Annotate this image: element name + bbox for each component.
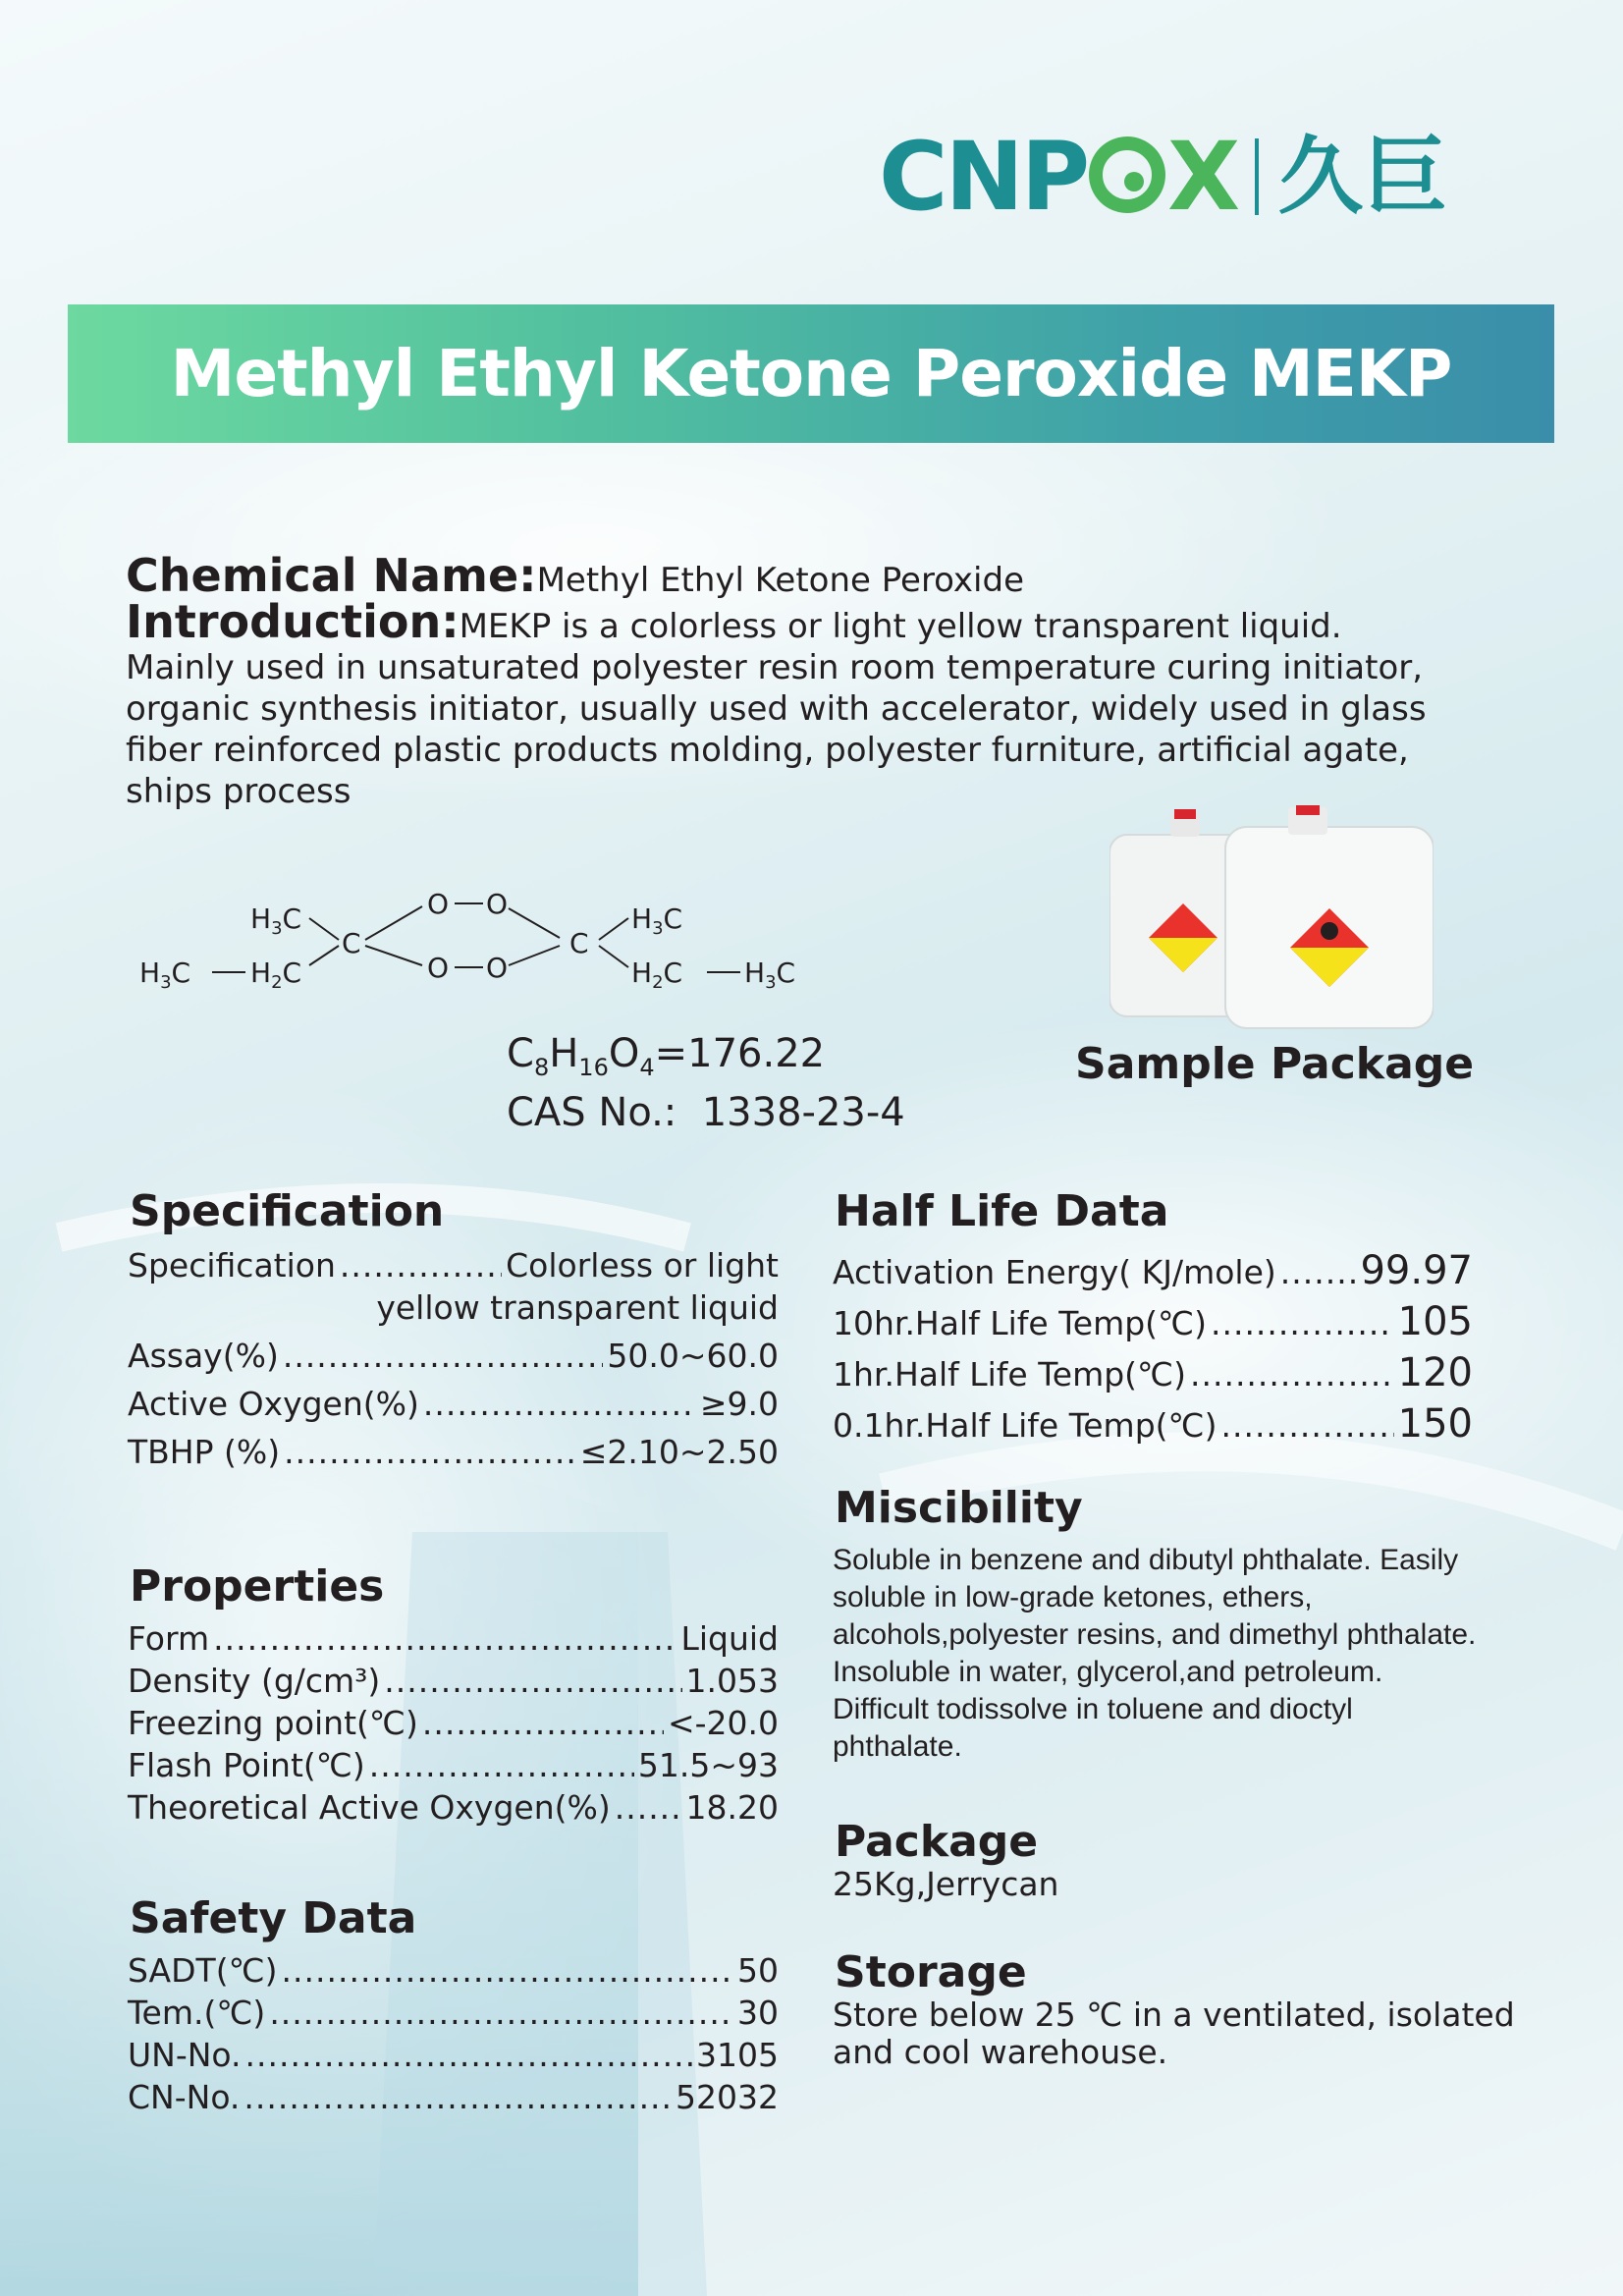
logo-chinese-text: 久巨 (1278, 128, 1448, 226)
miscibility-section (833, 1485, 1481, 1766)
page-title: Methyl Ethyl Ketone Peroxide MEKP (170, 336, 1452, 411)
half-life-title: Half Life Data (835, 1186, 1169, 1236)
logo-o-molecule-icon (1089, 137, 1165, 213)
safety-row: CN-No. ..... 52032 (128, 2077, 779, 2119)
logo-text-x: X (1167, 122, 1238, 232)
formula-line: $C_8H_{16}O_4=176.22$ (507, 1031, 826, 1081)
half-life-row: 10hr.Half Life Temp(℃) ..... 105 (833, 1296, 1473, 1347)
storage-section (833, 1949, 1520, 2071)
properties-section (128, 1563, 779, 1830)
cas-line: CAS No.: 1338-23-4 (507, 1090, 905, 1135)
intro-section (126, 549, 1461, 812)
struct-o-top-right: O (486, 888, 509, 920)
property-row: Flash Point(℃) ..... 51.5~93 (128, 1745, 779, 1787)
property-row: Freezing point(℃) ..... <-20.0 (128, 1703, 779, 1745)
struct-h3c-right: $H_3C$ (744, 957, 796, 993)
storage-title: Storage (835, 1947, 1027, 1997)
spec-row-continuation: yellow transparent liquid (376, 1288, 779, 1328)
struct-h3c-upper-left: $H_3C$ (250, 902, 302, 939)
introduction-text: MEKP is a colorless or light yellow transparent liquid. Mainly used in unsaturated polyester resin room temperature curing initiator, organic synthesis initiator, usually used with accelerator, widely used in glass fiber reinforced plastic products molding, polyester furniture, artificial agate, ships process (126, 607, 1427, 811)
property-row: Form ..... Liquid (128, 1618, 779, 1661)
miscibility-text: Soluble in benzene and dibutyl phthalate. Easily soluble in low-grade ketones, ethers, alcohols,polyester resins, and dimethyl phthalate. Insoluble in water, glycerol,and petroleum. Difficult todissolve in toluene and dioctyl phthalate. (833, 1544, 1477, 1764)
struct-h3c-left: $H_3C$ (139, 957, 191, 993)
package-title: Package (835, 1817, 1039, 1867)
package-section (833, 1819, 1481, 1903)
storage-text: Store below 25 ℃ in a ventilated, isolated and cool warehouse. (833, 1995, 1515, 2072)
half-life-row: 1hr.Half Life Temp(℃) ..... 120 (833, 1347, 1473, 1398)
properties-title: Properties (130, 1561, 385, 1612)
logo-separator (1255, 138, 1259, 215)
struct-o-bottom-left: O (427, 952, 450, 984)
introduction-paragraph (126, 595, 1461, 812)
struct-h3c-upper-right: $H_3C$ (631, 902, 683, 939)
logo-wordmark (879, 122, 1238, 232)
brand-logo (879, 122, 1448, 232)
chemical-name-value: Methyl Ethyl Ketone Peroxide (536, 561, 1024, 600)
spec-row: Assay(%) ..... 50.0~60.0 (128, 1336, 779, 1378)
struct-h2c-right: $H_2C$ (631, 957, 683, 993)
sample-package-label: Sample Package (1075, 1039, 1475, 1089)
jerrycan-image (1109, 805, 1434, 1031)
logo-text-cnp: CNP (879, 122, 1088, 232)
half-life-section (833, 1188, 1473, 1449)
struct-o-top-left: O (427, 888, 450, 920)
struct-c-right: C (569, 927, 589, 959)
specification-section (128, 1188, 779, 1474)
property-row: Theoretical Active Oxygen(%) ..... 18.20 (128, 1787, 779, 1830)
struct-c-left: C (342, 927, 361, 959)
specification-title: Specification (130, 1186, 445, 1236)
safety-row: SADT(℃) ..... 50 (128, 1950, 779, 1993)
half-life-row: 0.1hr.Half Life Temp(℃) ..... 150 (833, 1398, 1473, 1449)
struct-o-bottom-right: O (486, 952, 509, 984)
struct-h2c-left: $H_2C$ (250, 957, 302, 993)
safety-row: UN-No. ..... 3105 (128, 2035, 779, 2077)
structural-formula (137, 879, 825, 1007)
spec-row: Active Oxygen(%) ..... ≥9.0 (128, 1384, 779, 1426)
chemical-name-line (126, 549, 1461, 602)
molecular-formula (507, 1031, 905, 1135)
title-banner (68, 304, 1554, 443)
property-row: Density (g/cm³) ..... 1.053 (128, 1661, 779, 1703)
half-life-row: Activation Energy( KJ/mole) ..... 99.97 (833, 1245, 1473, 1296)
introduction-label: Introduction: (126, 595, 460, 648)
safety-section (128, 1895, 779, 2119)
miscibility-title: Miscibility (835, 1483, 1083, 1533)
spec-row: Specification ..... Colorless or light (128, 1245, 779, 1287)
safety-title: Safety Data (130, 1893, 417, 1943)
package-text: 25Kg,Jerrycan (833, 1865, 1059, 1904)
safety-row: Tem.(℃) ..... 30 (128, 1993, 779, 2035)
chemical-name-label: Chemical Name: (126, 549, 537, 602)
spec-row: TBHP (%) ..... ≤2.10~2.50 (128, 1432, 779, 1474)
